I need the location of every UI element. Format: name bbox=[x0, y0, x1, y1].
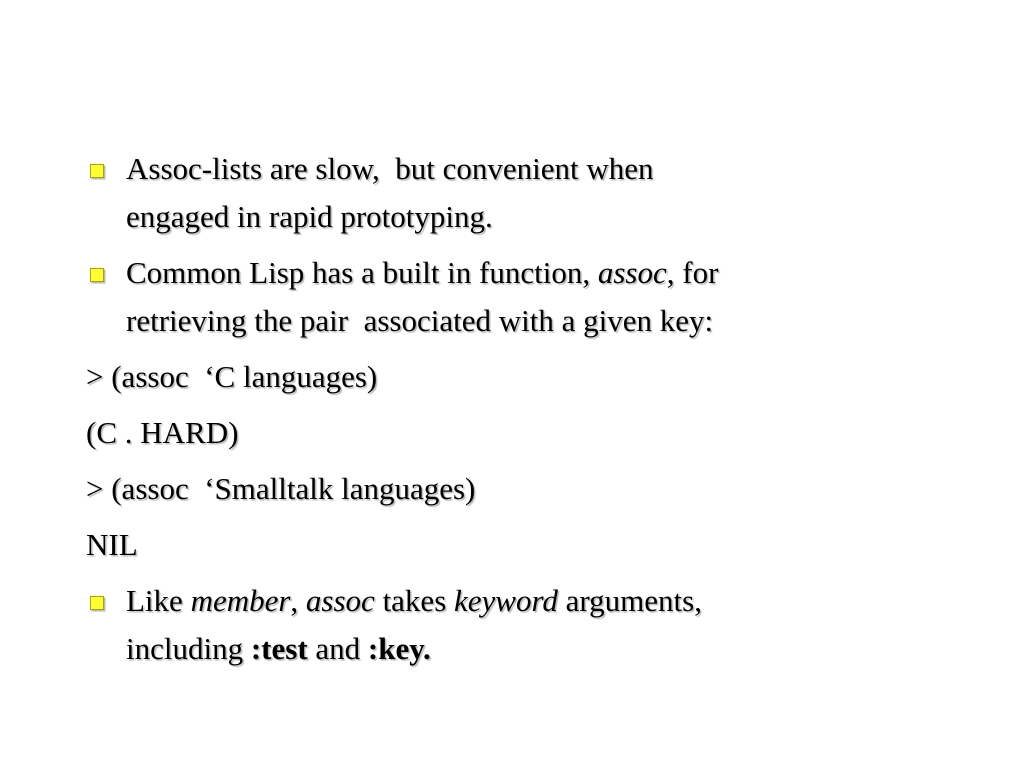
assoc-keyword: assoc bbox=[305, 583, 375, 618]
keyword-term: keyword bbox=[454, 583, 558, 618]
bullet-item-3 bbox=[86, 577, 986, 673]
bullet-2-line-2: retrieving the pair associated with a given key: bbox=[126, 303, 714, 338]
bullet-2-text-b: , for bbox=[666, 255, 719, 290]
code-result-2: NIL bbox=[86, 527, 138, 562]
bullet-item-1 bbox=[86, 145, 986, 241]
bullet-3-text-f: and bbox=[307, 631, 368, 666]
bullet-2-line-1 bbox=[126, 249, 986, 297]
test-keyword: :test bbox=[250, 631, 308, 666]
bullet-1-line-1: Assoc-lists are slow, but convenient when bbox=[126, 151, 654, 186]
bullet-1-line-2: engaged in rapid prototyping. bbox=[126, 199, 493, 234]
bullet-item-2 bbox=[86, 249, 986, 345]
member-keyword: member bbox=[190, 583, 291, 618]
bullet-3-text-c: takes bbox=[374, 583, 455, 618]
assoc-function-name: assoc bbox=[597, 255, 667, 290]
bullet-3-line-1 bbox=[126, 577, 986, 625]
bullet-2-text-a: Common Lisp has a built in function, bbox=[126, 255, 598, 290]
bullet-3-text-e: including bbox=[126, 631, 251, 666]
bullet-3-text-d: arguments, bbox=[557, 583, 702, 618]
code-result-1: (C . HARD) bbox=[86, 415, 239, 450]
code-line-2: > (assoc ‘Smalltalk languages) bbox=[86, 471, 476, 506]
key-keyword: :key. bbox=[367, 631, 431, 666]
square-bullet-icon bbox=[90, 596, 104, 610]
slide-body bbox=[86, 145, 986, 681]
square-bullet-icon bbox=[90, 268, 104, 282]
bullet-3-text-b: , bbox=[290, 583, 306, 618]
bullet-3-text-a: Like bbox=[126, 583, 191, 618]
bullet-3-line-2 bbox=[126, 625, 986, 673]
code-line-1: > (assoc ‘C languages) bbox=[86, 359, 378, 394]
square-bullet-icon bbox=[90, 164, 104, 178]
